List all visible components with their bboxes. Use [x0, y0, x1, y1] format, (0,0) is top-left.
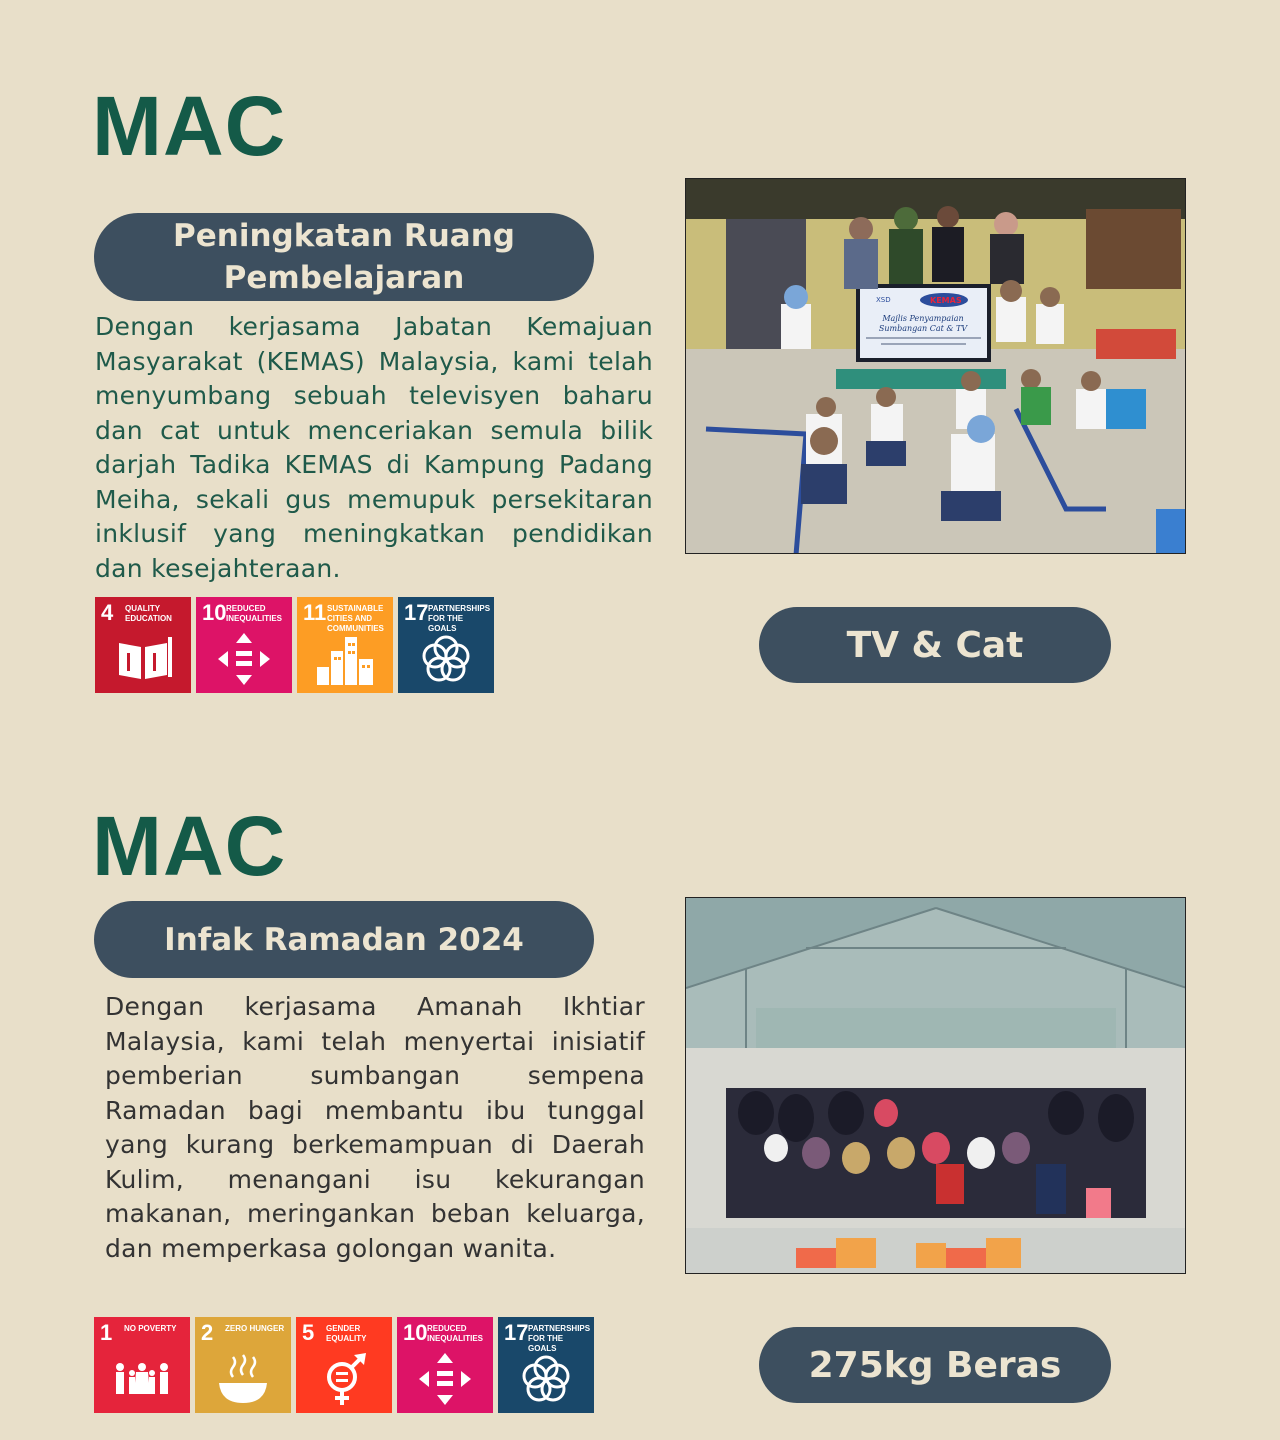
flower-rings-icon: [516, 1351, 576, 1407]
screen-caption-line2: Sumbangan Cat & TV: [878, 324, 968, 333]
sdg-17-tile: 17 PARTNERSHIPS FOR THE GOALS: [498, 1317, 594, 1413]
sdg-10-tile: 10 REDUCED INEQUALITIES: [397, 1317, 493, 1413]
sdg-5-tile: 5 GENDER EQUALITY: [296, 1317, 392, 1413]
sdg-17-tile: 17 PARTNERSHIPS FOR THE GOALS: [398, 597, 494, 693]
activity-title: Peningkatan Ruang Pembelajaran: [94, 213, 594, 301]
equality-arrows-icon: [415, 1351, 475, 1407]
flower-rings-icon: [416, 631, 476, 687]
highlight-badge: TV & Cat: [759, 607, 1111, 683]
screen-logo-kemas: KEMAS: [930, 296, 962, 305]
sdg-10-tile: 10 REDUCED INEQUALITIES: [196, 597, 292, 693]
sdg-4-tile: 4 QUALITY EDUCATION: [95, 597, 191, 693]
book-icon: [113, 631, 173, 687]
classroom-photo: [685, 178, 1186, 554]
gender-symbol-icon: [314, 1351, 374, 1407]
activity-title: Infak Ramadan 2024: [94, 901, 594, 978]
sdg-icons: [94, 1317, 599, 1413]
bowl-icon: [213, 1351, 273, 1407]
sdg-2-tile: 2 ZERO HUNGER: [195, 1317, 291, 1413]
sdg-11-tile: 11 SUSTAINABLE CITIES AND COMMUNITIES: [297, 597, 393, 693]
month-heading: MAC: [92, 799, 287, 893]
activity-description: Dengan kerjasama Jabatan Kemajuan Masyarakat (KEMAS) Malaysia, kami telah menyumbang sebuah televisyen baharu dan cat untuk menceriakan semula bilik darjah Tadika KEMAS di Kampung Padang Meiha, sekali gus memupuk persekitaran inklusif yang meningkatkan pendidikan dan kesejahteraan.: [95, 312, 653, 583]
screen-logo-xsd: XSD: [876, 296, 891, 304]
city-buildings-icon: [315, 631, 375, 687]
activity-description: Dengan kerjasama Amanah Ikhtiar Malaysia, kami telah menyertai inisiatif pemberian sumbangan sempena Ramadan bagi membantu ibu tunggal yang kurang berkemampuan di Daerah Kulim, menangani isu kekurangan makanan, meringankan beban keluarga, dan memperkasa golongan wanita.: [105, 992, 645, 1263]
highlight-badge: 275kg Beras: [759, 1327, 1111, 1403]
family-icon: [112, 1351, 172, 1407]
month-heading: MAC: [92, 79, 287, 173]
equality-arrows-icon: [214, 631, 274, 687]
sdg-icons: [95, 597, 499, 693]
hall-group-photo: [685, 897, 1186, 1274]
screen-caption-line1: Majlis Penyampaian: [882, 314, 964, 323]
sdg-1-tile: 1 NO POVERTY: [94, 1317, 190, 1413]
